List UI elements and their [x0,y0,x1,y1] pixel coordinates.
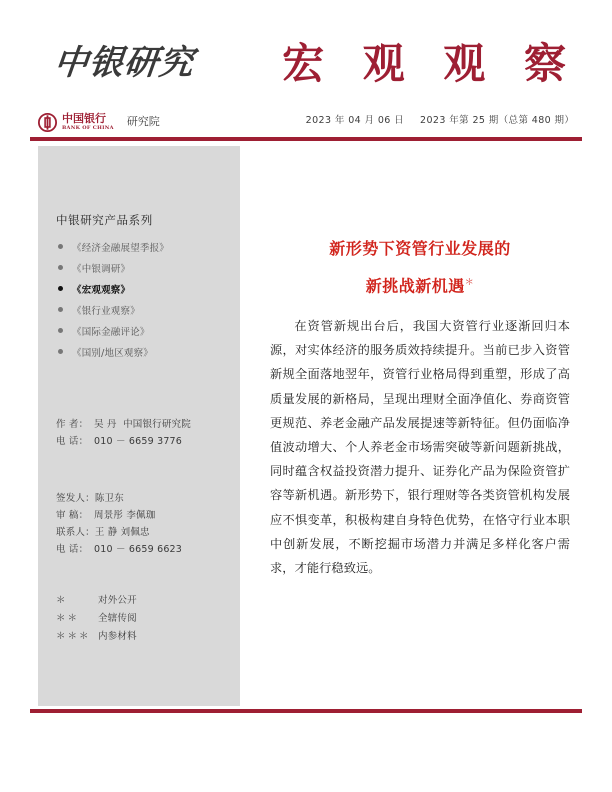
contact-phone-row [56,541,232,558]
publication-masthead-title: 宏 观 观 察 [282,39,578,88]
author-label: 作 者： [56,419,89,430]
note-text: 对外公开 [98,595,137,606]
author-info-block [56,416,232,450]
reviewer-label: 审 稿： [56,510,89,521]
article-title-footnote-marker: ＊ [464,278,475,288]
sidebar-panel [38,146,240,706]
author-org: 中国银行研究院 [123,419,191,430]
boc-name-en: BANK OF CHINA [62,124,114,131]
boc-name-cn: 中国银行 [62,111,106,125]
issue-info-line [300,113,580,129]
sidebar-item-label: 《经济金融展望季报》 [72,242,170,254]
reviewer-names: 周景彤 李佩珈 [94,510,156,521]
note-mark: ＊＊ [56,613,80,624]
sidebar-series-heading: 中银研究产品系列 [56,213,153,227]
contact-phone-label: 电 话： [56,544,89,555]
sidebar-item-label: 《宏观观察》 [72,284,131,296]
distribution-note-2 [56,628,232,646]
sidebar-item-0[interactable] [58,236,232,257]
distribution-notes-block [56,592,232,646]
note-mark: ＊ [56,595,68,606]
contact-phone-value: 010 － 6659 6623 [94,544,183,555]
bullet-dot-icon [58,286,63,291]
page-header [0,0,612,140]
department-label: 研究院 [126,115,160,128]
issue-number: 2023 年第 25 期（总第 480 期） [420,115,575,126]
signer-label: 签发人： [56,493,95,504]
brand-calligraphy-wordmark: 中银研究 [51,43,197,83]
contact-row [56,524,232,541]
sidebar-item-label: 《国际金融评论》 [72,326,150,338]
signer-info-block [56,490,232,558]
boc-emblem-icon [38,113,57,132]
note-text: 内参材料 [98,631,137,642]
sidebar-item-1[interactable] [58,257,232,278]
bullet-dot-icon [58,307,63,312]
sidebar-item-label: 《国别/地区观察》 [72,347,154,359]
signer-row [56,490,232,507]
issue-date: 2023 年 04 月 06 日 [305,115,405,126]
contact-names: 王 静 刘佩忠 [94,527,150,538]
sidebar-item-4[interactable] [58,320,232,341]
signer-name: 陈卫东 [94,493,124,504]
bullet-dot-icon [58,244,63,249]
header-divider-rule [30,137,582,141]
sidebar-content [56,146,232,706]
distribution-note-0 [56,592,232,610]
note-mark: ＊＊＊ [56,631,91,642]
sidebar-item-2-active[interactable] [58,278,232,299]
sidebar-item-5[interactable] [58,341,232,362]
article-title-line-2 [270,266,570,303]
contact-label: 联系人： [56,527,95,538]
sidebar-item-label: 《银行业观察》 [72,305,140,317]
note-text: 全辖传阅 [98,613,137,624]
footer-divider-rule [30,709,582,713]
author-row [56,416,232,433]
article-abstract-body: 在资管新规出台后，我国大资管行业逐渐回归本源，对实体经济的服务质效持续提升。当前已步入资管新规全面落地翌年，资管行业格局得到重塑，形成了高质量发展的新格局，呈现出理财全面净值化、券商资管更规范、养老金融产品发展提速等新特征。但仍面临净值波动增大、个人养老金市场需突破等新问题新挑战，同时蕴含权益投资潜力提升、证券化产品为保险资管扩容等新机遇。新形势下，银行理财等各类资管机构发展应不惧变革，积极构建自身特色优势，在恪守行业本职中创新发展，不断挖掘市场潜力并满足多样化客户需求，才能行稳致远。 [270,319,570,576]
author-phone-value: 010 － 6659 3776 [94,436,183,447]
author-name: 吴 丹 [94,419,117,430]
bank-of-china-logo [38,110,160,134]
distribution-note-1 [56,610,232,628]
article-title [270,232,570,303]
sidebar-item-3[interactable] [58,299,232,320]
article-title-line-2-text: 新挑战新机遇 [365,276,465,296]
bullet-dot-icon [58,328,63,333]
boc-wordmark [62,112,114,133]
author-phone-row [56,433,232,450]
sidebar-series-list [58,236,232,362]
bullet-dot-icon [58,265,63,270]
author-phone-label: 电 话： [56,436,89,447]
reviewer-row [56,507,232,524]
sidebar-item-label: 《中银调研》 [72,263,131,275]
article-title-line-1: 新形势下资管行业发展的 [329,239,511,258]
article-column [270,146,570,706]
bullet-dot-icon [58,349,63,354]
